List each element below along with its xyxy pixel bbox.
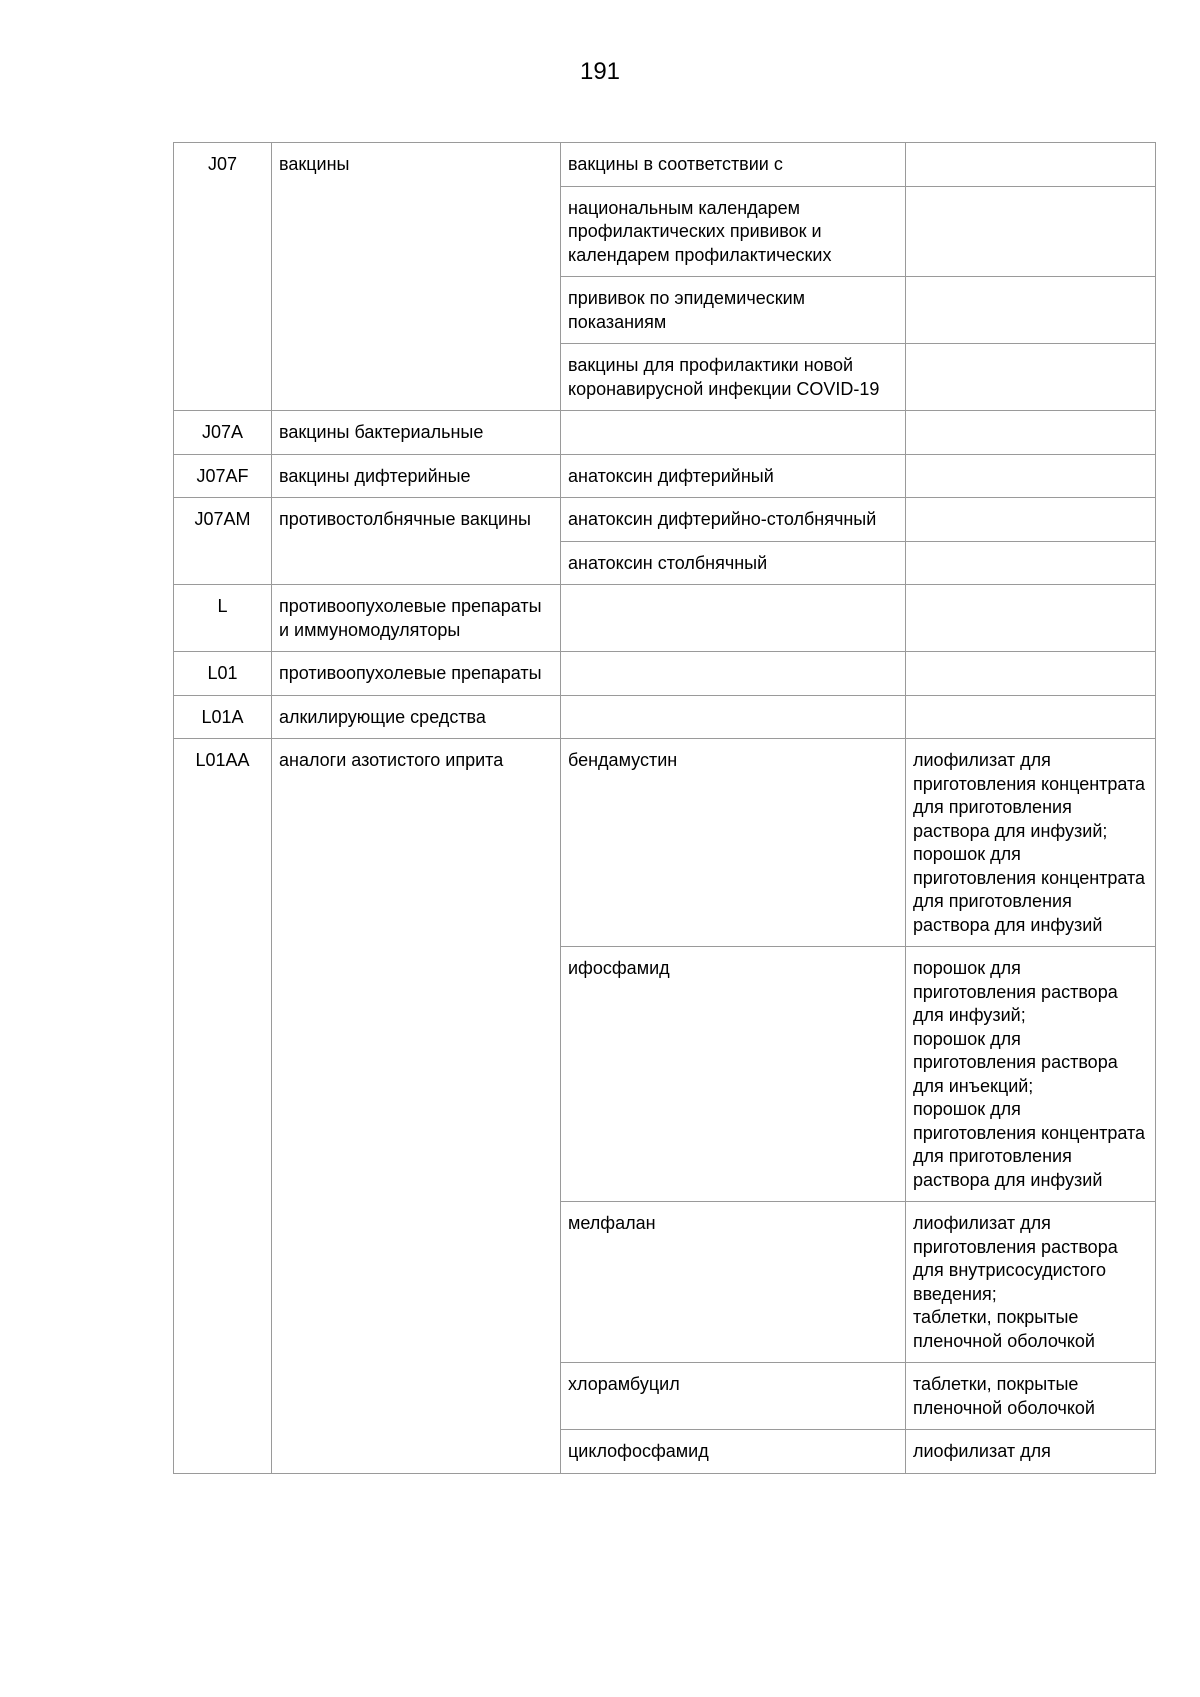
dosage-form-line: таблетки, покрытые пленочной оболочкой (913, 1307, 1095, 1351)
dosage-form-line: таблетки, покрытые пленочной оболочкой (913, 1374, 1095, 1418)
drug-name-cell: вакцины в соответствии с (561, 143, 906, 187)
drug-name-cell: анатоксин столбнячный (561, 541, 906, 585)
page-number: 191 (579, 58, 621, 85)
drug-name-cell (561, 585, 906, 652)
dosage-form-cell (906, 695, 1156, 739)
group-name-cell: алкилирующие средства (272, 695, 561, 739)
drug-name-cell (561, 695, 906, 739)
dosage-form-cell (906, 739, 1156, 947)
atc-code-cell: L (174, 585, 272, 652)
group-name-cell: противостолбнячные вакцины (272, 498, 561, 585)
drug-name-cell: мелфалан (561, 1202, 906, 1363)
drug-name-cell: вакцины для профилактики новой коронавирусной инфекции COVID-19 (561, 344, 906, 411)
atc-code-cell: J07AM (174, 498, 272, 585)
dosage-form-cell (906, 277, 1156, 344)
dosage-form-line: порошок для приготовления раствора для инъекций; (913, 1028, 1118, 1096)
dosage-form-cell (906, 411, 1156, 455)
dosage-form-cell (906, 344, 1156, 411)
atc-code-cell: L01 (174, 652, 272, 696)
dosage-form-cell (906, 186, 1156, 277)
drug-name-cell (561, 652, 906, 696)
table-row (174, 143, 1156, 187)
atc-code-cell: J07 (174, 143, 272, 411)
drug-name-cell: бендамустин (561, 739, 906, 947)
dosage-form-cell (906, 652, 1156, 696)
drug-name-cell (561, 411, 906, 455)
dosage-form-cell (906, 1363, 1156, 1430)
table-row (174, 498, 1156, 542)
dosage-form-line: порошок для приготовления раствора для инфузий; (913, 958, 1118, 1025)
dosage-form-line: лиофилизат для приготовления раствора для внутрисосудистого введения; (913, 1213, 1118, 1304)
table-row (174, 454, 1156, 498)
group-name-cell: вакцины бактериальные (272, 411, 561, 455)
group-name-cell: вакцины дифтерийные (272, 454, 561, 498)
atc-code-cell: L01AA (174, 739, 272, 1474)
table-row (174, 739, 1156, 947)
group-name-cell: аналоги азотистого иприта (272, 739, 561, 1474)
table-row (174, 652, 1156, 696)
drug-name-cell: анатоксин дифтерийно-столбнячный (561, 498, 906, 542)
table-row (174, 695, 1156, 739)
drug-name-cell: национальным календарем профилактических прививок и календарем профилактических (561, 186, 906, 277)
drug-name-cell: прививок по эпидемическим показаниям (561, 277, 906, 344)
atc-code-cell: J07AF (174, 454, 272, 498)
table-row (174, 585, 1156, 652)
dosage-form-cell (906, 1202, 1156, 1363)
drug-name-cell: циклофосфамид (561, 1430, 906, 1474)
group-name-cell: вакцины (272, 143, 561, 411)
dosage-form-cell (906, 498, 1156, 542)
dosage-form-cell (906, 947, 1156, 1202)
drug-name-cell: хлорамбуцил (561, 1363, 906, 1430)
dosage-form-cell (906, 454, 1156, 498)
dosage-form-line: порошок для приготовления концентрата для приготовления раствора для инфузий (913, 1099, 1146, 1190)
dosage-form-cell (906, 1430, 1156, 1474)
dosage-form-line: лиофилизат для (913, 1441, 1051, 1461)
drug-name-cell: ифосфамид (561, 947, 906, 1202)
group-name-cell: противоопухолевые препараты (272, 652, 561, 696)
drug-table (173, 142, 1156, 1474)
dosage-form-line: лиофилизат для приготовления концентрата для приготовления раствора для инфузий; (913, 750, 1146, 841)
table-row (174, 411, 1156, 455)
dosage-form-cell (906, 143, 1156, 187)
atc-code-cell: J07A (174, 411, 272, 455)
dosage-form-cell (906, 585, 1156, 652)
drug-name-cell: анатоксин дифтерийный (561, 454, 906, 498)
atc-code-cell: L01A (174, 695, 272, 739)
dosage-form-cell (906, 541, 1156, 585)
dosage-form-line: порошок для приготовления концентрата для приготовления раствора для инфузий (913, 844, 1146, 935)
group-name-cell: противоопухолевые препараты и иммуномодуляторы (272, 585, 561, 652)
